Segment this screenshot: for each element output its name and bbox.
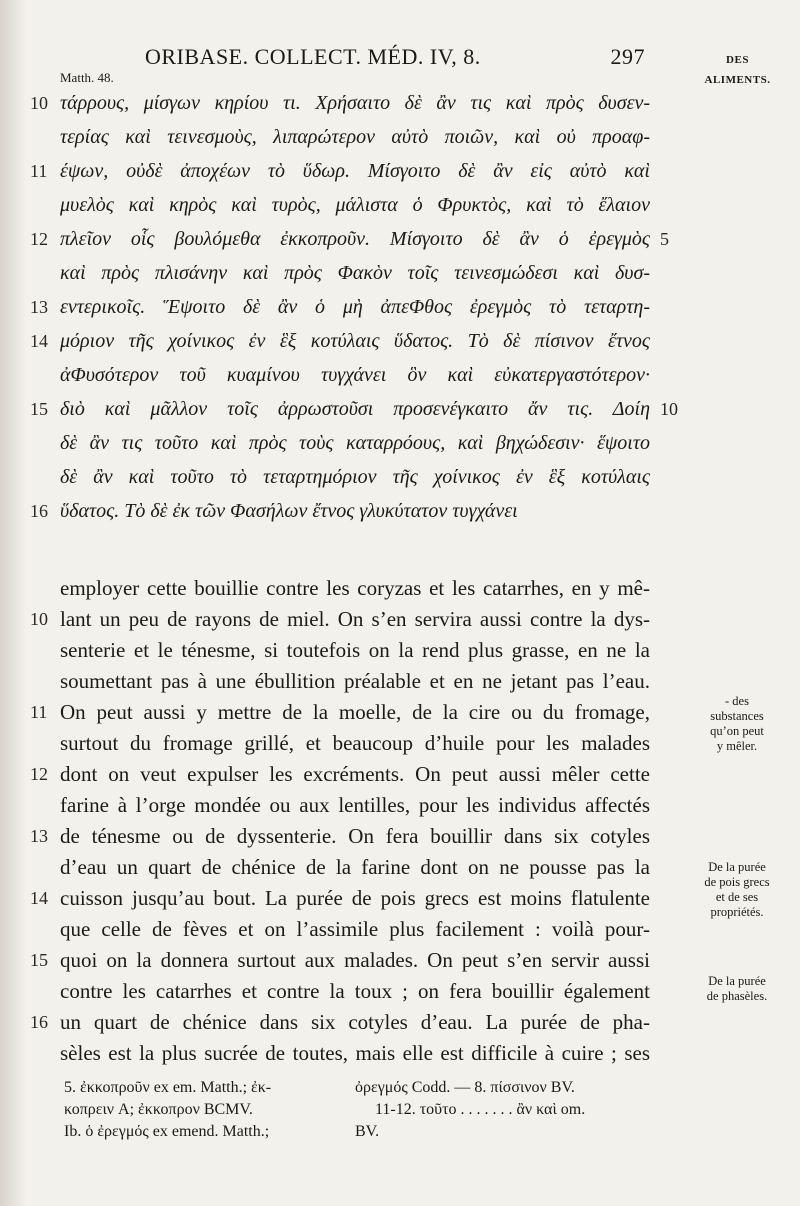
greek-line: μυελὸς καὶ κηρὸς καὶ τυρὸς, μάλιστα ὁ Φρυκτὸς, καὶ τὸ ἔλαιον (60, 194, 650, 216)
line-number (30, 461, 56, 491)
french-line: quoi on la donnera surtout aux malades. On peut s’en servir aussi (60, 948, 650, 972)
line-number (30, 727, 56, 757)
footnote-line: 5. ἐκκοπροῦν ex em. Matth.; ἐκ- (64, 1079, 272, 1096)
footnote-line: Ib. ὁ ἐρεγμός ex emend. Matth.; (64, 1123, 270, 1140)
line-number: 15 (30, 399, 48, 419)
line-number: 12 (30, 764, 48, 784)
side-note-line: de phasèles. (706, 989, 768, 1003)
side-note (688, 694, 786, 754)
greek-line: τερίας καὶ τεινεσμοὺς, λιπαρώτερον αὐτὸ ποιῶν, καὶ οὐ προαφ- (60, 126, 650, 148)
french-line: un quart de chénice dans six cotyles d’eau. La purée de pha- (60, 1010, 650, 1034)
line-number (30, 257, 56, 287)
line-number (30, 851, 56, 881)
side-note-line: et de ses (715, 890, 759, 904)
french-line: employer cette bouillie contre les coryzas et les catarrhes, en y mê- (60, 576, 650, 600)
line-number: 14 (30, 331, 48, 351)
line-number (30, 427, 56, 457)
footnote-line: ὀρεγμός Codd. — 8. πίσσινον BV. (355, 1079, 575, 1096)
line-number: 16 (30, 1012, 48, 1032)
line-number (30, 1037, 56, 1067)
french-line: farine à l’orge mondée ou aux lentilles, pour les individus affectés (60, 793, 650, 817)
french-line: sèles est la plus sucrée de toutes, mais elle est difficile à cuire ; ses (60, 1041, 650, 1065)
greek-line: πλεῖον οἷς βουλόμεθα ἐκκοπροῦν. Μίσγοιτο δὲ ἂν ὁ ἐρεγμὸς (60, 228, 650, 250)
page-header (145, 44, 645, 80)
greek-line: δὲ ἂν τις τοῦτο καὶ πρὸς τοὺς καταρρόους, καὶ βηχώδεσιν· ἕψοιτο (60, 432, 650, 454)
greek-line: ὕδατος. Τὸ δὲ ἐκ τῶν Φασήλων ἔτνος γλυκύτατον τυγχάνει (60, 500, 518, 522)
line-number: 13 (30, 826, 48, 846)
margin-line-number: 10 (660, 399, 678, 419)
running-title: ORIBASE. COLLECT. MÉD. IV, 8. (145, 44, 481, 69)
line-number: 11 (30, 702, 48, 722)
footnote-line: κοπρειν A; ἐκκοπρον BCMV. (64, 1101, 253, 1118)
greek-line: δὲ ἂν καὶ τοῦτο τὸ τεταρτημόριον τῆς χοίνικος ἐν ἓξ κοτύλαις (60, 466, 650, 488)
line-number (30, 359, 56, 389)
french-line: surtout du fromage grillé, et beaucoup d’huile pour les malades (60, 731, 650, 755)
line-number: 13 (30, 297, 48, 317)
french-line: de ténesme ou de dyssenterie. On fera bouillir dans six cotyles (60, 824, 650, 848)
side-note-line: De la purée (708, 860, 766, 874)
line-number (30, 665, 56, 695)
side-heading-line: DES (726, 54, 749, 66)
line-number: 15 (30, 950, 48, 970)
greek-line: ἀΦυσότερον τοῦ κυαμίνου τυγχάνει ὃν καὶ εὐκατεργαστότερον· (60, 364, 650, 386)
line-number (30, 634, 56, 664)
line-number: 14 (30, 888, 48, 908)
side-heading (690, 50, 785, 90)
french-line: soumettant pas à une ébullition préalable et en ne jetant pas l’eau. (60, 669, 650, 693)
binding-shadow (0, 0, 26, 1206)
line-number: 12 (30, 229, 48, 249)
footnote-line: BV. (355, 1123, 380, 1140)
side-heading-line: ALIMENTS. (704, 74, 771, 86)
line-number (30, 789, 56, 819)
french-line: contre les catarrhes et contre la toux ; on fera bouillir également (60, 979, 650, 1003)
matth-reference: Matth. 48. (60, 70, 114, 85)
line-number (30, 121, 56, 151)
margin-line-number: 5 (660, 229, 669, 249)
greek-line: διὸ καὶ μᾶλλον τοῖς ἀρρωστοῦσι προσενέγκαιτο ἄν τις. Δοίη (60, 398, 650, 420)
line-number: 16 (30, 501, 48, 521)
french-line: dont on veut expulser les excréments. On peut aussi mêler cette (60, 762, 650, 786)
side-note (688, 860, 786, 920)
french-line: lant un peu de rayons de miel. On s’en servira aussi contre la dys- (60, 607, 650, 631)
french-line: d’eau un quart de chénice de la farine dont on ne pousse pas la (60, 855, 650, 879)
line-number: 10 (30, 93, 48, 113)
side-note-line: y mêler. (716, 739, 758, 753)
side-note-line: - des (725, 694, 749, 708)
line-number (30, 189, 56, 219)
side-note-line: de pois grecs (704, 875, 770, 889)
greek-line: εντερικοῖς. Ἕψοιτο δὲ ἂν ὁ μὴ ἀπεΦθος ἐρεγμὸς τὸ τεταρτη- (60, 296, 650, 318)
line-number: 11 (30, 161, 48, 181)
side-note-line: qu’on peut (710, 724, 764, 738)
french-line: que celle de fèves et on l’assimile plus facilement : voilà pour- (60, 917, 650, 941)
greek-line: καὶ πρὸς πλισάνην καὶ πρὸς Φακὸν τοῖς τεινεσμώδεσι καὶ δυσ- (60, 262, 650, 284)
side-note-line: De la purée (708, 974, 766, 988)
line-number (30, 975, 56, 1005)
side-note-line: propriétés. (710, 905, 764, 919)
line-number (30, 913, 56, 943)
greek-line: έψων, οὐδὲ ἀποχέων τὸ ὕδωρ. Μίσγοιτο δὲ ἂν εἰς αὐτὸ καὶ (60, 160, 650, 182)
french-line: senterie et le ténesme, si toutefois on la rend plus grasse, en ne la (60, 638, 650, 662)
side-note-line: substances (710, 709, 764, 723)
french-line: On peut aussi y mettre de la moelle, de la cire ou du fromage, (60, 700, 650, 724)
side-note (688, 974, 786, 1004)
french-line: cuisson jusqu’au bout. La purée de pois grecs est moins flatulente (60, 886, 650, 910)
line-number (30, 572, 56, 602)
greek-line: μόριον τῆς χοίνικος ἐν ἓξ κοτύλαις ὕδατος. Τὸ δὲ πίσινον ἔτνος (60, 330, 650, 352)
page-number: 297 (610, 44, 645, 69)
greek-line: τάρρους, μίσγων κηρίου τι. Χρήσαιτο δὲ ἂν τις καὶ πρὸς δυσεν- (60, 92, 650, 114)
footnote-line: 11-12. τοῦτο . . . . . . . ἂν καὶ om. (375, 1101, 586, 1118)
line-number: 10 (30, 609, 48, 629)
